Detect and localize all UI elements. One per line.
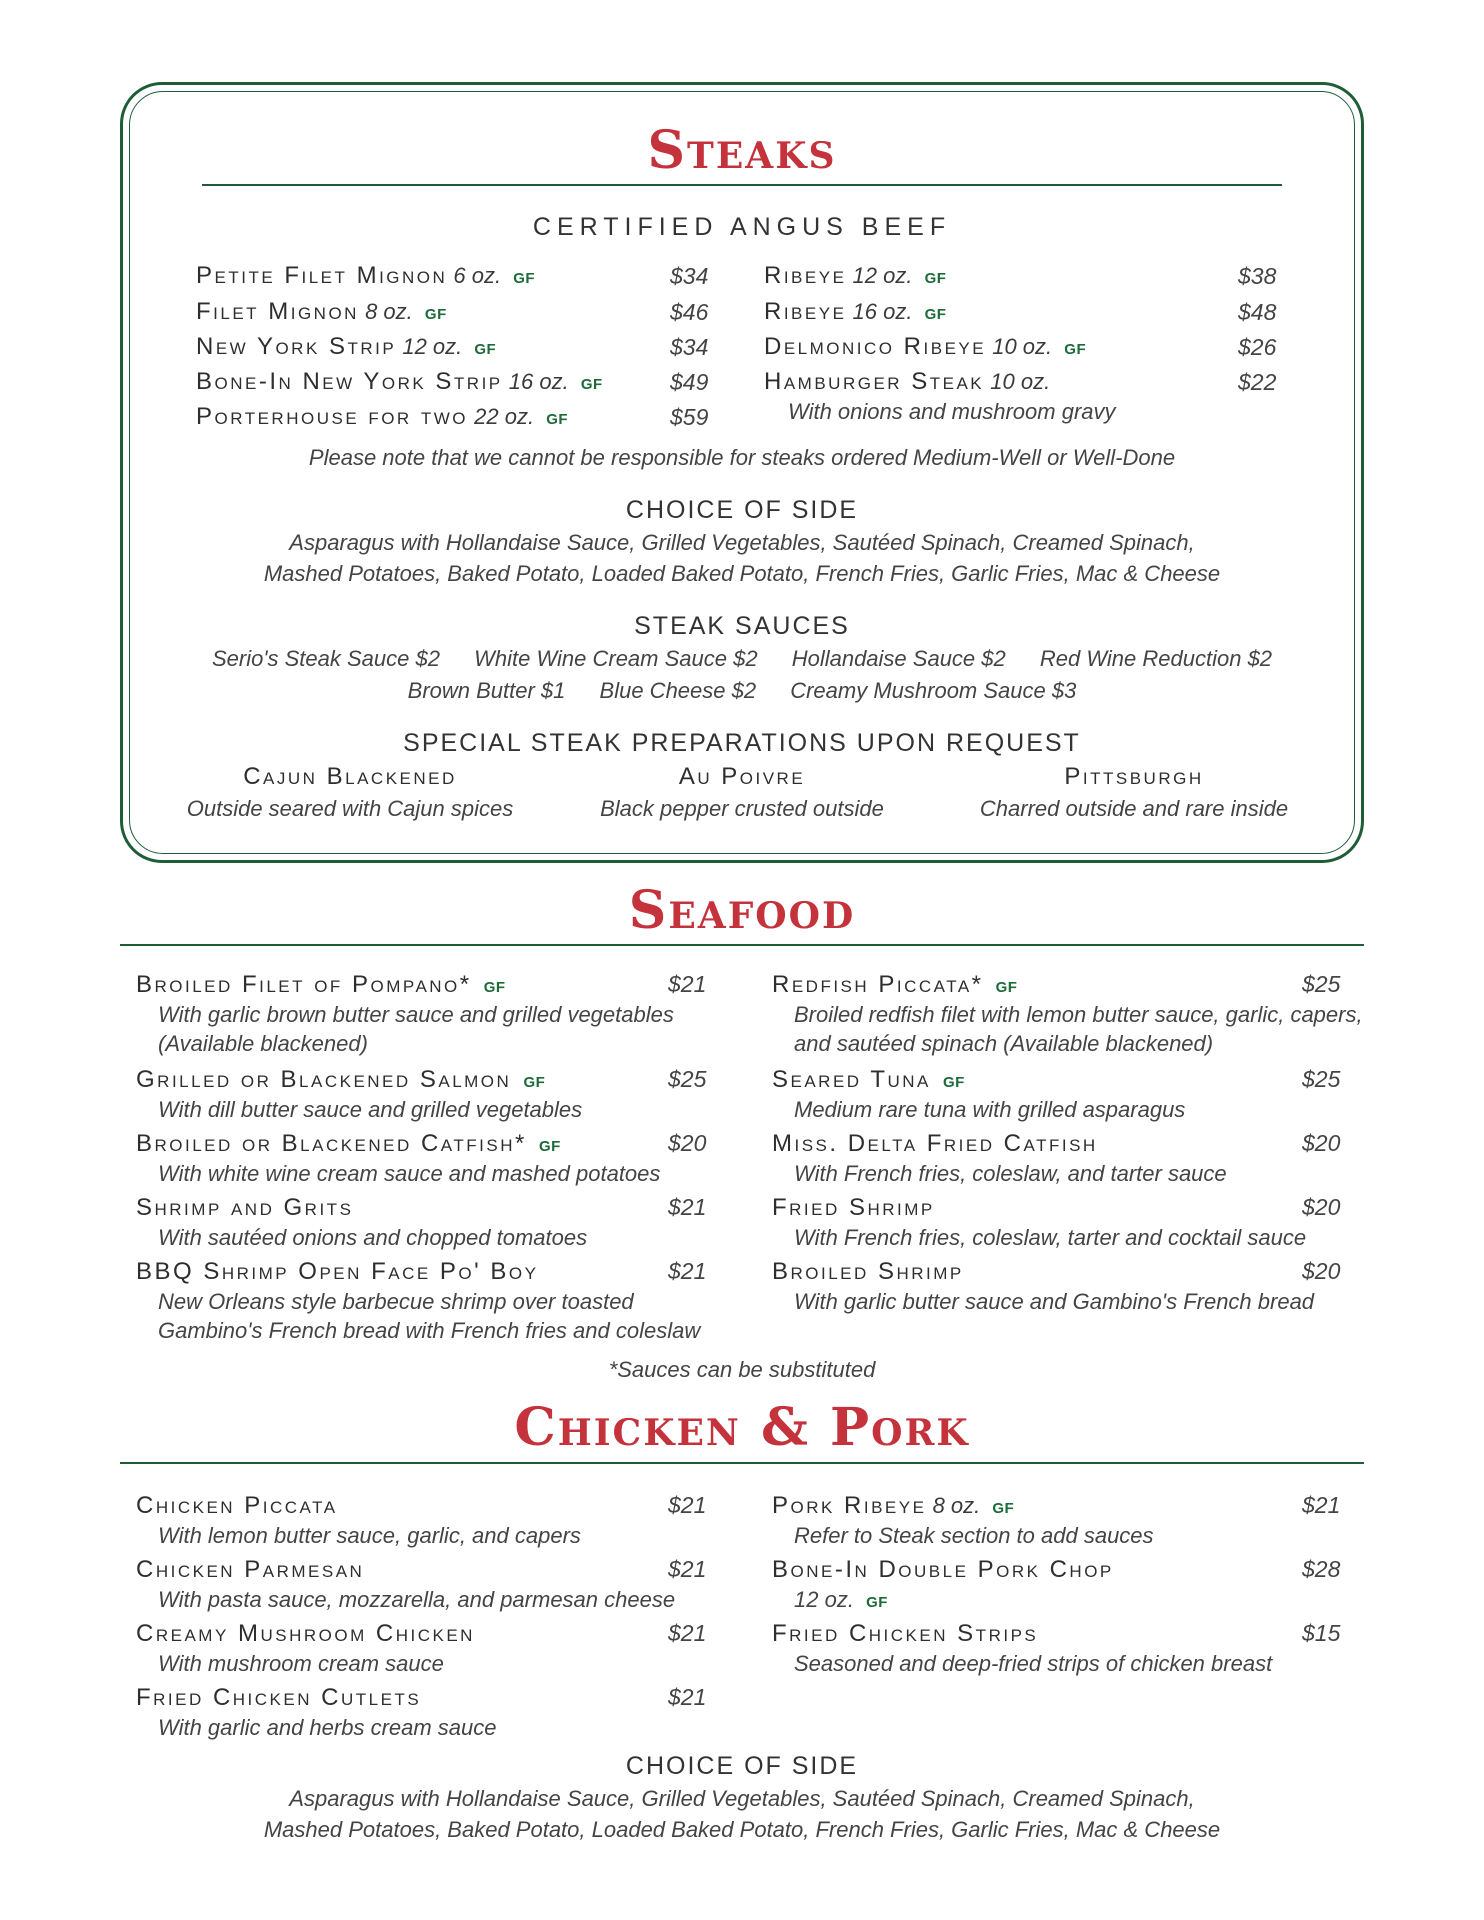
seafood-item [772,1066,965,1094]
gf-badge: GF [580,376,603,393]
gf-badge: GF [424,306,447,323]
item-size: 8 oz. [932,1493,981,1518]
item-price: $20 [1302,1130,1341,1156]
item-description: With mushroom cream sauce [158,1651,444,1676]
pork-item [772,1492,1014,1520]
seafood-item [136,1194,353,1222]
gf-badge: GF [995,979,1018,996]
item-description: Refer to Steak section to add sauces [794,1523,1154,1548]
seafood-heading: Seafood [628,880,856,941]
gf-badge: GF [866,1594,888,1611]
item-price: $21 [1302,1492,1341,1518]
steaks-note: Please note that we cannot be responsible for steaks ordered Medium-Well or Well-Done [308,445,1176,470]
seafood-item [136,1258,538,1286]
steak-item [764,298,946,326]
item-description: With sautéed onions and chopped tomatoes [158,1225,588,1250]
gf-badge: GF [546,411,569,428]
gf-badge: GF [538,1138,561,1155]
item-size: 16 oz. [852,299,913,324]
chicken-pork-heading: Chicken & Pork [514,1397,970,1458]
steaks-heading: Steaks [647,120,837,181]
gf-badge: GF [992,1500,1015,1517]
sauces-line [0,678,1484,704]
item-description: With white wine cream sauce and mashed potatoes [158,1161,661,1186]
item-price: $25 [1302,971,1341,997]
seafood-item [772,971,1017,999]
item-price: $21 [668,1492,707,1518]
steak-item [196,262,535,290]
item-price: $26 [1238,334,1277,360]
side-line: Asparagus with Hollandaise Sauce, Grilled Vegetables, Sautéed Spinach, Creamed Spinach, [289,1786,1195,1811]
item-description: With onions and mushroom gravy [788,399,1116,424]
sauce-item: Blue Cheese $2 [599,678,757,703]
item-description: Gambino's French bread with French fries and coleslaw [158,1318,701,1343]
chicken-side-heading: CHOICE OF SIDE [625,1752,859,1780]
item-price: $38 [1238,263,1277,289]
item-description: With garlic and herbs cream sauce [158,1715,497,1740]
item-name: Filet Mignon [196,298,359,325]
seafood-item [772,1130,1098,1158]
item-price: $21 [668,971,707,997]
item-price: $21 [668,1258,707,1284]
prep-name: Au Poivre [678,763,806,790]
item-price: $34 [670,334,709,360]
item-description: With garlic brown butter sauce and grilled vegetables [158,1002,674,1027]
pork-item [772,1556,1114,1584]
chicken-item [136,1556,364,1584]
seafood-item [136,1066,545,1094]
item-description [794,1587,888,1613]
gf-badge: GF [483,979,506,996]
seafood-rule [120,944,1364,946]
item-size: 8 oz. [365,299,413,324]
gf-badge: GF [1064,341,1087,358]
item-description: With garlic butter sauce and Gambino's French bread [794,1289,1315,1314]
sauce-item: Brown Butter $1 [407,678,566,703]
steaks-side-heading: CHOICE OF SIDE [625,496,859,524]
item-name: Grilled or Blackened Salmon [136,1066,512,1093]
gf-badge: GF [474,341,497,358]
prep-name: Cajun Blackened [243,763,457,790]
item-name: Fried Chicken Cutlets [136,1684,422,1711]
item-price: $28 [1302,1556,1341,1582]
item-size: 10 oz. [992,334,1053,359]
prep-description: Outside seared with Cajun spices [186,796,514,821]
steaks-subheading: CERTIFIED ANGUS BEEF [532,213,952,241]
item-size: 16 oz. [508,369,569,394]
steaks-rule [202,184,1282,186]
item-name: Seared Tuna [772,1066,931,1093]
item-price: $21 [668,1556,707,1582]
prep-heading: SPECIAL STEAK PREPARATIONS UPON REQUEST [403,729,1081,757]
item-description: With dill butter sauce and grilled vegetables [158,1097,583,1122]
item-price: $49 [670,369,709,395]
sauce-item: Hollandaise Sauce $2 [791,646,1006,671]
item-price: $20 [668,1130,707,1156]
steak-item [196,298,447,326]
item-description: With lemon butter sauce, garlic, and capers [158,1523,581,1548]
item-description: With French fries, coleslaw, and tarter sauce [794,1161,1227,1186]
item-description: (Available blackened) [158,1031,368,1056]
item-name: Creamy Mushroom Chicken [136,1620,475,1647]
item-name: Ribeye [764,262,847,289]
item-price: $59 [670,404,709,430]
gf-badge: GF [924,306,947,323]
item-name: Petite Filet Mignon [196,262,448,289]
gf-badge: GF [523,1074,546,1091]
item-name: Delmonico Ribeye [764,333,987,360]
chicken-pork-rule [120,1462,1364,1464]
item-size: 10 oz. [990,369,1051,394]
item-price: $25 [668,1066,707,1092]
item-price: $20 [1302,1258,1341,1284]
side-line: Asparagus with Hollandaise Sauce, Grilled Vegetables, Sautéed Spinach, Creamed Spinach, [289,530,1195,555]
item-name: Fried Chicken Strips [772,1620,1039,1647]
item-name: Broiled or Blackened Catfish* [136,1130,527,1157]
sauces-heading: STEAK SAUCES [634,612,850,640]
item-description: New Orleans style barbecue shrimp over toasted [158,1289,634,1314]
item-price: $48 [1238,299,1277,325]
gf-badge: GF [943,1074,965,1091]
side-line: Mashed Potatoes, Baked Potato, Loaded Baked Potato, French Fries, Garlic Fries, Mac & Cheese [263,1817,1221,1842]
chicken-item [772,1620,1038,1648]
item-description: Medium rare tuna with grilled asparagus [794,1097,1186,1122]
sauce-item: Red Wine Reduction $2 [1039,646,1273,671]
item-description: Seasoned and deep-fried strips of chicken breast [794,1651,1273,1676]
steak-item [196,403,568,431]
seafood-item [772,1194,935,1222]
item-size: 12 oz. [402,334,463,359]
item-size: 12 oz. [852,263,913,288]
sauce-item: White Wine Cream Sauce $2 [474,646,758,671]
item-name: Chicken Parmesan [136,1556,365,1583]
seafood-note: *Sauces can be substituted [608,1357,876,1382]
item-price: $22 [1238,369,1277,395]
chicken-item [136,1492,338,1520]
item-name: Ribeye [764,298,847,325]
steak-item [764,333,1086,361]
item-name: Porterhouse for two [196,403,469,430]
sauce-item: Creamy Mushroom Sauce $3 [790,678,1077,703]
prep-description: Black pepper crusted outside [600,796,884,821]
item-name: Pork Ribeye [772,1492,927,1519]
item-name: BBQ Shrimp Open Face Po' Boy [136,1258,539,1285]
steak-item [196,368,603,396]
seafood-item [772,1258,964,1286]
item-name: Miss. Delta Fried Catfish [772,1130,1098,1157]
item-price: $21 [668,1620,707,1646]
item-name: Shrimp and Grits [136,1194,354,1221]
chicken-item [136,1684,421,1712]
prep-description: Charred outside and rare inside [979,796,1289,821]
steak-item [764,368,1050,396]
steak-item [196,333,496,361]
gf-badge: GF [924,270,947,287]
item-name: Redfish Piccata* [772,971,984,998]
item-size: 12 oz. [794,1587,854,1612]
item-name: New York Strip [196,333,397,360]
item-size: 22 oz. [474,404,535,429]
item-name: Chicken Piccata [136,1492,338,1519]
item-name: Broiled Filet of Pompano* [136,971,472,998]
item-name: Bone-In New York Strip [196,368,503,395]
item-description: With French fries, coleslaw, tarter and cocktail sauce [794,1225,1307,1250]
item-price: $46 [670,299,709,325]
seafood-item [136,971,506,999]
sauce-item: Serio's Steak Sauce $2 [211,646,440,671]
side-line: Mashed Potatoes, Baked Potato, Loaded Baked Potato, French Fries, Garlic Fries, Mac & Cheese [263,561,1221,586]
item-price: $21 [668,1684,707,1710]
item-description: Broiled redfish filet with lemon butter sauce, garlic, capers, [794,1002,1363,1027]
sauces-line [0,646,1484,672]
seafood-item [136,1130,561,1158]
chicken-item [136,1620,475,1648]
item-name: Hamburger Steak [764,368,985,395]
prep-name: Pittsburgh [1064,763,1204,790]
item-price: $15 [1302,1620,1341,1646]
item-name: Broiled Shrimp [772,1258,964,1285]
item-description: With pasta sauce, mozzarella, and parmesan cheese [158,1587,676,1612]
gf-badge: GF [513,270,536,287]
item-price: $20 [1302,1194,1341,1220]
item-price: $21 [668,1194,707,1220]
item-size: 6 oz. [453,263,502,288]
item-name: Bone-In Double Pork Chop [772,1556,1114,1583]
item-description: and sautéed spinach (Available blackened) [794,1031,1214,1056]
item-name: Fried Shrimp [772,1194,935,1221]
item-price: $34 [670,263,709,289]
steak-item [764,262,946,290]
item-price: $25 [1302,1066,1341,1092]
